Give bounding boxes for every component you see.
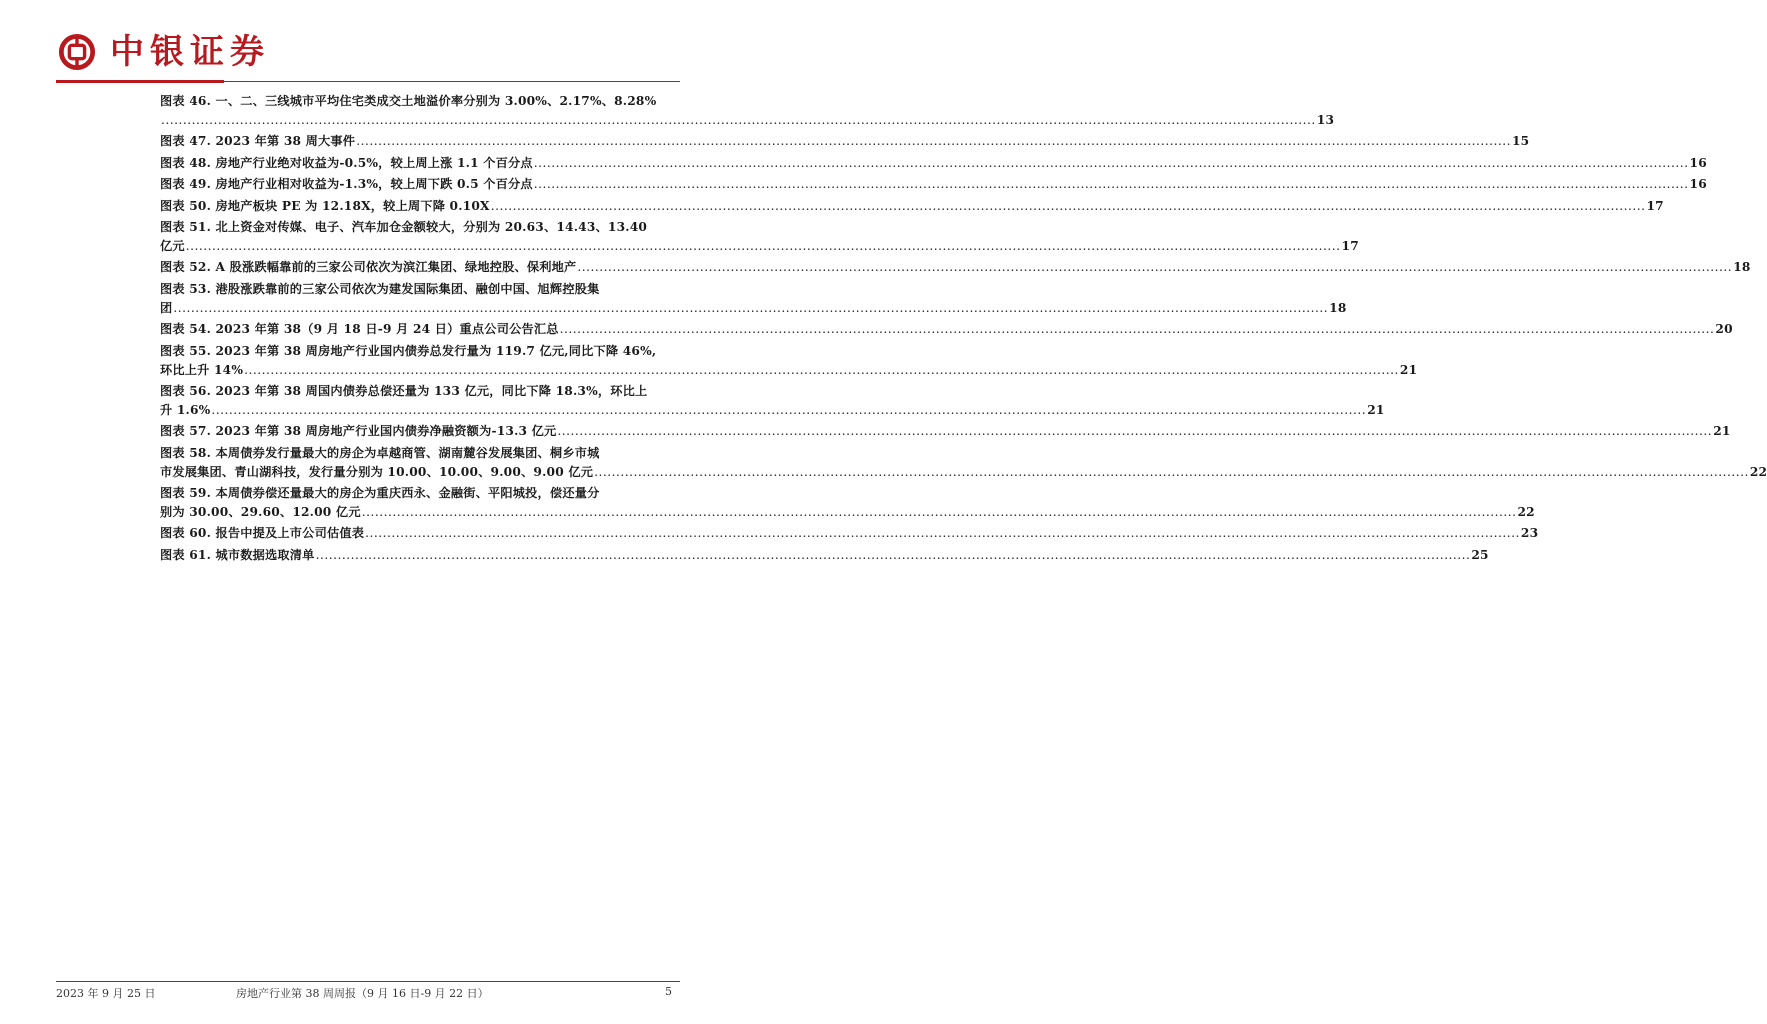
dot-leader	[577, 258, 1732, 277]
toc-page-number: 22	[1517, 505, 1535, 520]
dot-leader	[491, 197, 1646, 216]
footer-rule	[56, 981, 680, 982]
dot-leader	[534, 154, 1689, 173]
toc-entry[interactable]	[160, 444, 1767, 482]
toc-entry-text: 图表 53. 港股涨跌靠前的三家公司依次为建发国际集团、融创中国、旭辉控股集	[160, 281, 600, 296]
dot-leader	[173, 299, 1328, 318]
toc-page-number: 25	[1471, 547, 1489, 562]
footer-report-title: 房地产行业第 38 周周报（9 月 16 日-9 月 22 日）	[236, 987, 489, 1000]
toc-entry-text: 亿元	[160, 238, 185, 253]
dot-leader	[362, 503, 1517, 522]
toc-page-number: 18	[1329, 300, 1347, 315]
toc-entry-text: 图表 49. 房地产行业相对收益为-1.3%，较上周下跌 0.5 个百分点	[160, 177, 533, 192]
dot-leader	[316, 546, 1471, 565]
toc-entry[interactable]	[160, 280, 1347, 318]
toc-entry[interactable]	[160, 484, 1535, 522]
toc-entry-text: 图表 57. 2023 年第 38 周房地产行业国内债券净融资额为-13.3 亿元	[160, 424, 557, 439]
toc-page-number: 21	[1713, 424, 1731, 439]
header-rule-thin	[224, 81, 680, 82]
toc-entry-text: 图表 59. 本周债券偿还量最大的房企为重庆西永、金融街、平阳城投，偿还量分	[160, 486, 600, 501]
toc-entry-text: 图表 55. 2023 年第 38 周房地产行业国内债券总发行量为 119.7 亿元,同比下降 46%,	[160, 343, 657, 358]
dot-leader	[594, 463, 1749, 482]
toc-entry-text: 图表 46. 一、二、三线城市平均住宅类成交土地溢价率分别为 3.00%、2.17%、8.28%	[160, 94, 657, 108]
header-rule-thick	[56, 80, 224, 83]
toc-entry-text: 图表 50. 房地产板块 PE 为 12.18X，较上周下降 0.10X	[160, 198, 490, 213]
toc-page-number: 13	[1316, 113, 1335, 127]
page-header	[0, 0, 724, 84]
toc-entry[interactable]	[160, 382, 1385, 420]
dot-leader	[560, 320, 1715, 339]
toc-entry-text: 图表 48. 房地产行业绝对收益为-0.5%，较上周上涨 1.1 个百分点	[160, 155, 533, 170]
toc-entry-text: 图表 60. 报告中提及上市公司估值表	[160, 526, 365, 541]
toc-page-number: 20	[1715, 322, 1733, 337]
brand-name: 中银证券	[110, 32, 270, 72]
toc-entry[interactable]	[160, 132, 1530, 151]
page-footer	[56, 985, 680, 1003]
toc-entry-text: 市发展集团、青山湖科技，发行量分别为 10.00、10.00、9.00、9.00 亿元	[160, 464, 594, 479]
footer-date: 2023 年 9 月 25 日	[56, 987, 156, 1000]
toc-entry[interactable]	[160, 218, 1359, 256]
toc-entry-text: 环比上升 14%	[160, 362, 244, 377]
toc-entry-text: 图表 54. 2023 年第 38（9 月 18 日-9 月 24 日）重点公司公告汇总	[160, 322, 559, 337]
toc-page-number: 17	[1341, 238, 1359, 253]
toc-entry-text: 图表 47. 2023 年第 38 周大事件	[160, 134, 356, 149]
toc-page-number: 22	[1749, 464, 1767, 479]
toc-page-number: 17	[1646, 198, 1664, 213]
page-number: 5	[665, 985, 672, 998]
dot-leader	[211, 401, 1366, 420]
dot-leader	[557, 422, 1712, 441]
toc-entry[interactable]	[160, 320, 1733, 339]
dot-leader	[365, 524, 1520, 543]
toc-entry[interactable]	[160, 175, 1707, 194]
toc-entry-text: 图表 56. 2023 年第 38 周国内债券总偿还量为 133 亿元，同比下降 18.3%，环比上	[160, 383, 648, 398]
toc-entry[interactable]	[160, 524, 1539, 543]
toc-entry[interactable]	[160, 92, 1335, 130]
toc-entry-text: 别为 30.00、29.60、12.00 亿元	[160, 505, 361, 520]
toc-page-number: 16	[1689, 155, 1707, 170]
toc-entry[interactable]	[160, 258, 1751, 277]
toc-page-number: 23	[1520, 526, 1539, 541]
dot-leader	[161, 111, 1316, 130]
toc-entry-text: 图表 61. 城市数据选取清单	[160, 547, 315, 562]
toc-entry-text: 图表 58. 本周债券发行量最大的房企为卓越商管、湖南麓谷发展集团、桐乡市城	[160, 445, 600, 460]
dot-leader	[534, 175, 1689, 194]
dot-leader	[356, 132, 1511, 151]
toc-entry-text: 图表 51. 北上资金对传媒、电子、汽车加仓金额较大，分别为 20.63、14.43、13.40	[160, 219, 648, 234]
toc-entry[interactable]	[160, 197, 1664, 216]
dot-leader	[244, 361, 1399, 380]
toc-page-number: 21	[1367, 402, 1385, 417]
bank-of-china-logo-icon	[58, 33, 96, 71]
toc-entry[interactable]	[160, 422, 1731, 441]
toc-entry-text: 团	[160, 300, 173, 315]
toc-entry[interactable]	[160, 546, 1489, 565]
toc-page-number: 21	[1399, 362, 1418, 377]
toc-page-number: 16	[1689, 177, 1707, 192]
toc-page-number: 15	[1511, 134, 1530, 149]
dot-leader	[186, 237, 1341, 256]
figure-index-list	[160, 92, 1767, 567]
toc-entry-text: 升 1.6%	[160, 402, 211, 417]
toc-entry-text: 图表 52. A 股涨跌幅靠前的三家公司依次为滨江集团、绿地控股、保利地产	[160, 260, 577, 275]
toc-entry[interactable]	[160, 342, 1418, 380]
toc-page-number: 18	[1733, 260, 1751, 275]
toc-entry[interactable]	[160, 154, 1707, 173]
